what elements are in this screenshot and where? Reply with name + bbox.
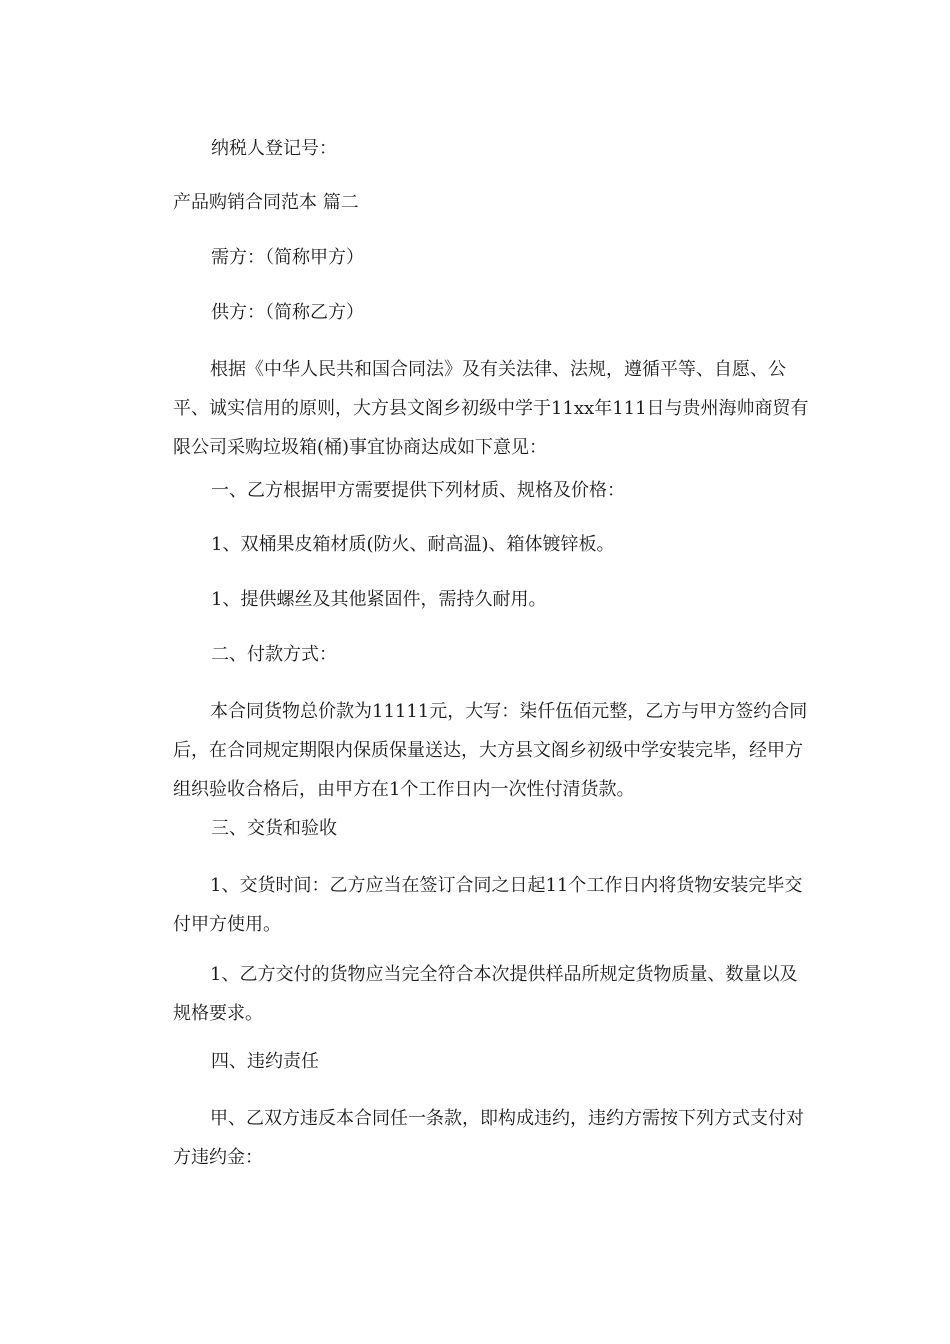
clause4-title: 四、违约责任 (211, 1051, 319, 1072)
buyer-line: 需方：（简称甲方） (211, 247, 364, 268)
clause1-title: 一、乙方根据甲方需要提供下列材质、规格及价格： (211, 480, 625, 501)
section-title: 产品购销合同范本 篇二 (173, 192, 359, 213)
intro-paragraph: 根据《中华人民共和国合同法》及有关法律、法规，遵循平等、自愿、公平、诚实信用的原则，大方县文阁乡初级中学于11xx年111日与贵州海帅商贸有限公司采购垃圾箱(桶)事宜协商达成如下意见： (173, 359, 809, 458)
seller-line: 供方：（简称乙方） (211, 302, 364, 323)
taxpayer-id-label: 纳税人登记号： (211, 138, 337, 159)
clause3-item1: 1、交货时间：乙方应当在签订合同之日起11个工作日内将货物安装完毕交付甲方使用。 (173, 875, 803, 935)
clause2-title: 二、付款方式： (211, 644, 337, 665)
clause4-body: 甲、乙双方违反本合同任一条款，即构成违约，违约方需按下列方式支付对方违约金： (173, 1108, 804, 1168)
clause3-item2: 1、乙方交付的货物应当完全符合本次提供样品所规定货物质量、数量以及规格要求。 (173, 964, 798, 1024)
clause3-title: 三、交货和验收 (211, 818, 337, 839)
clause2-body: 本合同货物总价款为11111元，大写：柒仟伍佰元整，乙方与甲方签约合同后，在合同规定期限内保质保量送达，大方县文阁乡初级中学安装完毕，经甲方组织验收合格后，由甲方在1个工作日内一次性付清货款。 (173, 701, 808, 800)
clause1-item1: 1、双桶果皮箱材质(防火、耐高温)、箱体镀锌板。 (211, 534, 615, 555)
clause1-item2: 1、提供螺丝及其他紧固件，需持久耐用。 (211, 589, 547, 610)
